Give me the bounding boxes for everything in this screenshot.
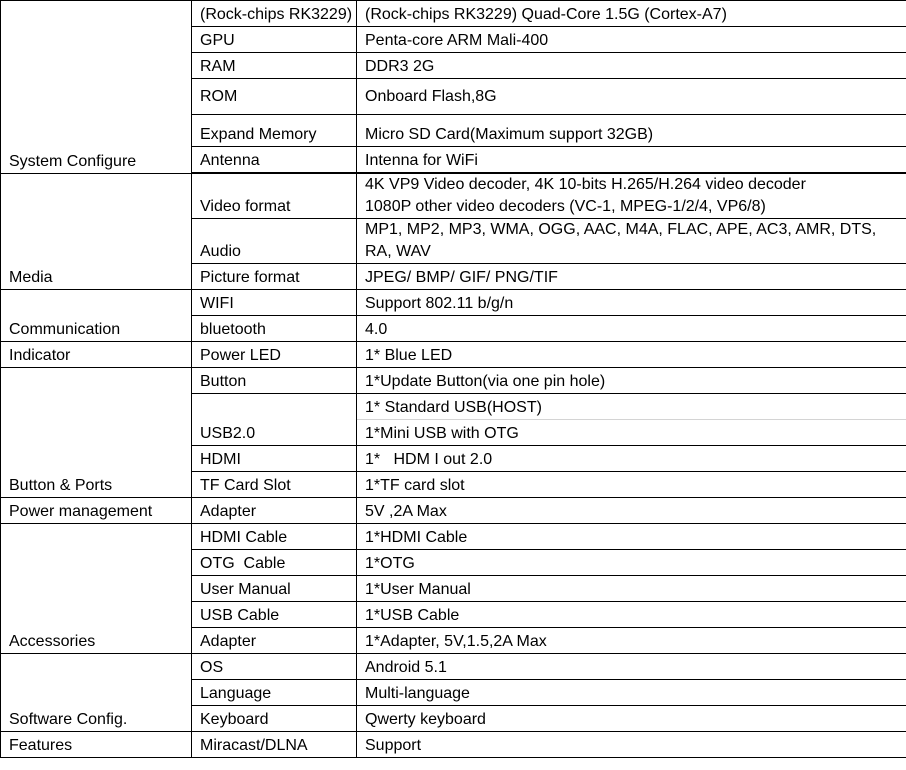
category-label: Media <box>9 269 53 286</box>
value-cell: 1* Standard USB(HOST) <box>357 394 906 420</box>
table-row <box>1 498 906 524</box>
table-row <box>1 654 906 680</box>
category-label: Indicator <box>9 347 71 364</box>
category-label: Power management <box>9 503 153 520</box>
feature-cell: HDMI <box>192 446 357 472</box>
category-label: Software Config. <box>9 711 128 728</box>
value-line: MP1, MP2, MP3, WMA, OGG, AAC, M4A, FLAC, APE, AC3, AMR, DTS, <box>365 221 877 238</box>
value-cell: Intenna for WiFi <box>357 147 906 173</box>
feature-cell: Antenna <box>192 147 357 173</box>
table-row <box>1 1 906 27</box>
value-cell: 1*Mini USB with OTG <box>357 420 906 446</box>
value-cell: 5V ,2A Max <box>357 498 906 524</box>
feature-cell: GPU <box>192 27 357 53</box>
feature-cell: OS <box>192 654 357 680</box>
category-cell <box>1 1 192 174</box>
feature-cell: HDMI Cable <box>192 524 357 550</box>
feature-cell: (Rock-chips RK3229) <box>192 1 357 27</box>
value-cell: Support <box>357 732 906 758</box>
category-cell <box>1 732 192 758</box>
value-cell: 1*OTG <box>357 550 906 576</box>
category-label: Button & Ports <box>9 477 113 494</box>
value-cell: 4.0 <box>357 316 906 342</box>
category-cell <box>1 342 192 368</box>
table-row <box>1 174 906 219</box>
category-cell <box>1 524 192 654</box>
value-line: 1080P other video decoders (VC-1, MPEG-1/2/4, VP6/8) <box>365 198 766 215</box>
value-cell: Qwerty keyboard <box>357 706 906 732</box>
feature-cell: ROM <box>192 79 357 115</box>
value-cell: 1*TF card slot <box>357 472 906 498</box>
feature-cell: Audio <box>192 219 357 264</box>
feature-cell: Picture format <box>192 264 357 290</box>
feature-cell: Adapter <box>192 498 357 524</box>
feature-cell: TF Card Slot <box>192 472 357 498</box>
value-line: RA, WAV <box>365 243 431 260</box>
feature-cell: Language <box>192 680 357 706</box>
value-cell: DDR3 2G <box>357 53 906 79</box>
value-cell: 1*Adapter, 5V,1.5,2A Max <box>357 628 906 654</box>
category-cell <box>1 654 192 732</box>
value-cell: Penta-core ARM Mali-400 <box>357 27 906 53</box>
category-cell <box>1 174 192 290</box>
feature-cell: Video format <box>192 174 357 219</box>
table-row <box>1 732 906 758</box>
value-cell: 1* Blue LED <box>357 342 906 368</box>
value-cell: 1*Update Button(via one pin hole) <box>357 368 906 394</box>
feature-cell: USB2.0 <box>192 394 357 446</box>
category-cell <box>1 498 192 524</box>
feature-cell: USB Cable <box>192 602 357 628</box>
feature-cell: Keyboard <box>192 706 357 732</box>
value-cell: (Rock-chips RK3229) Quad-Core 1.5G (Cortex-A7) <box>357 1 906 27</box>
category-label: Features <box>9 737 73 754</box>
category-cell <box>1 368 192 498</box>
feature-cell: Expand Memory <box>192 115 357 147</box>
value-cell: Multi-language <box>357 680 906 706</box>
feature-cell: Button <box>192 368 357 394</box>
feature-cell: WIFI <box>192 290 357 316</box>
value-cell: 1* HDM I out 2.0 <box>357 446 906 472</box>
table-row <box>1 342 906 368</box>
category-label: Communication <box>9 321 121 338</box>
feature-cell: User Manual <box>192 576 357 602</box>
value-cell: Onboard Flash,8G <box>357 79 906 115</box>
category-cell <box>1 290 192 342</box>
value-cell: JPEG/ BMP/ GIF/ PNG/TIF <box>357 264 906 290</box>
value-cell: 1*User Manual <box>357 576 906 602</box>
feature-cell: Adapter <box>192 628 357 654</box>
value-cell: Support 802.11 b/g/n <box>357 290 906 316</box>
feature-cell: bluetooth <box>192 316 357 342</box>
value-cell: 1*USB Cable <box>357 602 906 628</box>
table-row <box>1 290 906 316</box>
value-cell <box>357 219 906 264</box>
feature-cell: Power LED <box>192 342 357 368</box>
category-label: Accessories <box>9 633 96 650</box>
category-label: System Configure <box>9 153 137 170</box>
feature-cell: Miracast/DLNA <box>192 732 357 758</box>
value-cell: Android 5.1 <box>357 654 906 680</box>
value-cell <box>357 174 906 219</box>
value-cell: Micro SD Card(Maximum support 32GB) <box>357 115 906 147</box>
table-row <box>1 368 906 394</box>
table-row <box>1 524 906 550</box>
feature-cell: RAM <box>192 53 357 79</box>
value-line: 4K VP9 Video decoder, 4K 10-bits H.265/H.264 video decoder <box>365 176 806 193</box>
feature-cell: OTG Cable <box>192 550 357 576</box>
value-cell: 1*HDMI Cable <box>357 524 906 550</box>
